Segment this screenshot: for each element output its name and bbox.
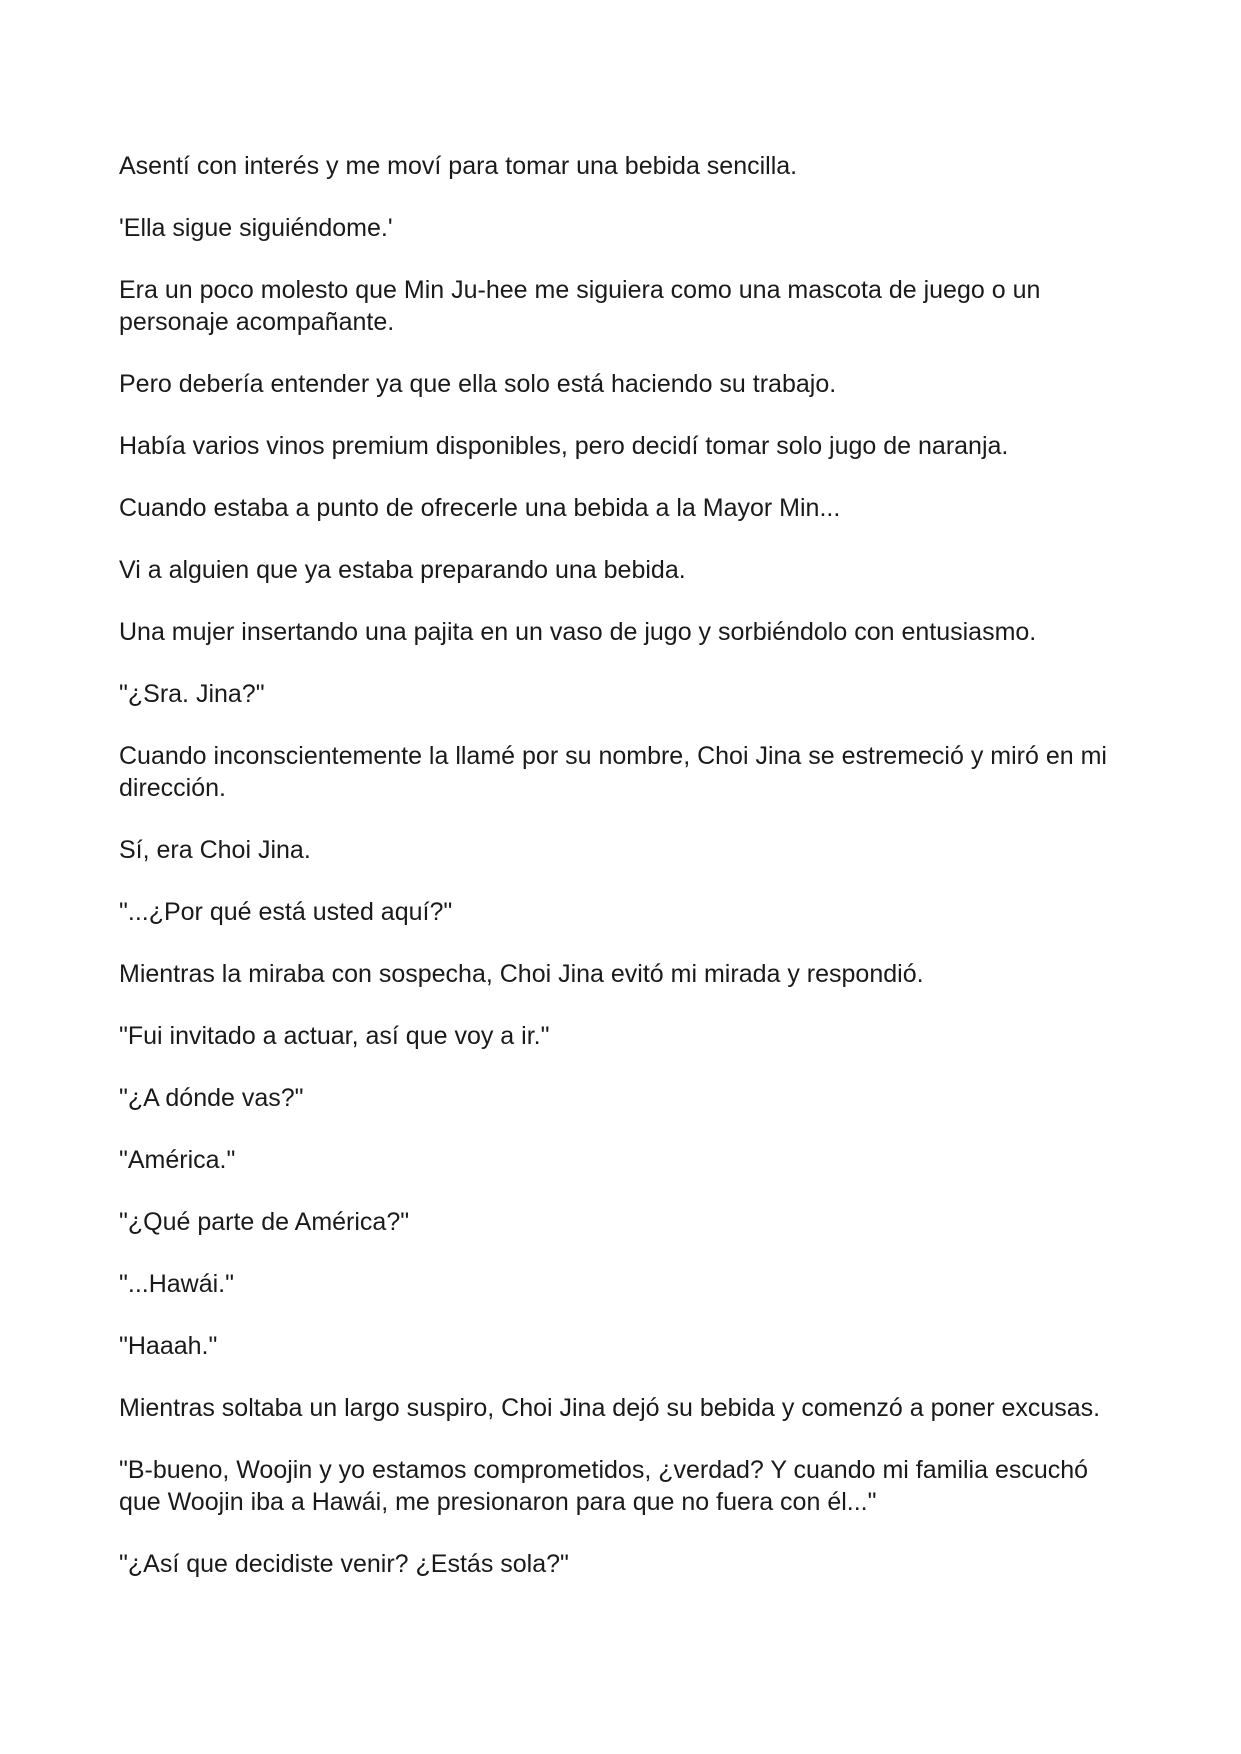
paragraph: "¿A dónde vas?" xyxy=(119,1084,304,1112)
paragraph: Mientras la miraba con sospecha, Choi Jina evitó mi mirada y respondió. xyxy=(119,960,924,988)
paragraph: "...¿Por qué está usted aquí?" xyxy=(119,898,453,926)
document-body xyxy=(119,150,1129,1610)
paragraph: "Haaah." xyxy=(119,1332,218,1360)
paragraph: 'Ella sigue siguiéndome.' xyxy=(119,214,393,242)
paragraph: Había varios vinos premium disponibles, pero decidí tomar solo jugo de naranja. xyxy=(119,432,1009,460)
paragraph: "...Hawái." xyxy=(119,1270,235,1298)
paragraph: "¿Sra. Jina?" xyxy=(119,680,265,708)
paragraph: Era un poco molesto que Min Ju-hee me siguiera como una mascota de juego o un personaje acompañante. xyxy=(119,276,1041,336)
paragraph: "B-bueno, Woojin y yo estamos comprometidos, ¿verdad? Y cuando mi familia escuchó que Woojin iba a Hawái, me presionaron para que no fuera con él..." xyxy=(119,1456,1089,1516)
paragraph: Mientras soltaba un largo suspiro, Choi Jina dejó su bebida y comenzó a poner excusas. xyxy=(119,1394,1101,1422)
paragraph: "Fui invitado a actuar, así que voy a ir." xyxy=(119,1022,550,1050)
paragraph: Pero debería entender ya que ella solo está haciendo su trabajo. xyxy=(119,370,837,398)
paragraph: "¿Qué parte de América?" xyxy=(119,1208,410,1236)
paragraph: "América." xyxy=(119,1146,236,1174)
paragraph: "¿Así que decidiste venir? ¿Estás sola?" xyxy=(119,1550,569,1578)
paragraph: Una mujer insertando una pajita en un vaso de jugo y sorbiéndolo con entusiasmo. xyxy=(119,618,1037,646)
paragraph: Cuando inconscientemente la llamé por su nombre, Choi Jina se estremeció y miró en mi dirección. xyxy=(119,742,1107,802)
paragraph: Vi a alguien que ya estaba preparando una bebida. xyxy=(119,556,686,584)
paragraph: Asentí con interés y me moví para tomar una bebida sencilla. xyxy=(119,152,798,180)
paragraph: Sí, era Choi Jina. xyxy=(119,836,311,864)
paragraph: Cuando estaba a punto de ofrecerle una bebida a la Mayor Min... xyxy=(119,494,841,522)
